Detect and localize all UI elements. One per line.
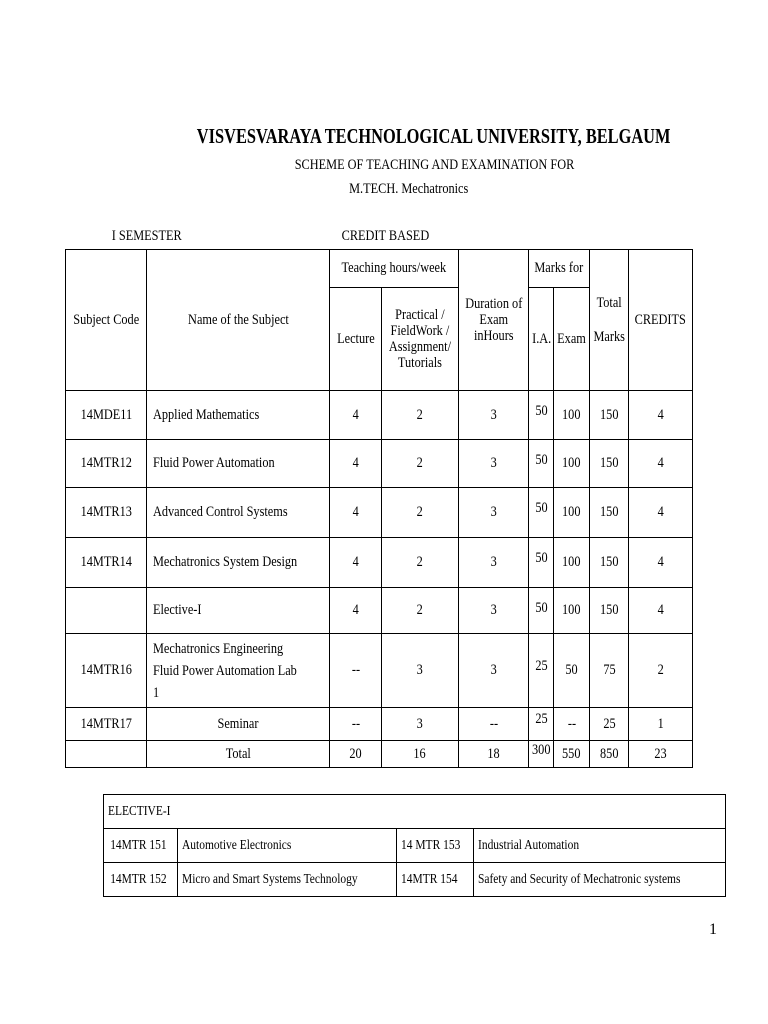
university-title: VISVESVARAYA TECHNOLOGICAL UNIVERSITY, BELGAUM: [197, 124, 671, 148]
lecture-hours: --: [330, 634, 382, 708]
header-subject-code: Subject Code: [66, 250, 147, 391]
lecture-hours: 4: [330, 588, 382, 634]
scheme-title: SCHEME OF TEACHING AND EXAMINATION FOR: [294, 157, 574, 173]
header-ia: I.A.: [529, 288, 553, 391]
lecture-hours: 4: [330, 440, 382, 488]
table-row: [66, 538, 693, 588]
total-marks: 25: [590, 708, 629, 741]
exam-duration: 3: [458, 488, 529, 538]
exam-duration: --: [458, 708, 529, 741]
total-row: [66, 741, 693, 768]
subject-name: Elective-I: [147, 588, 330, 634]
scheme-table: [65, 249, 693, 768]
elective-heading: ELECTIVE-I: [104, 795, 726, 829]
practical-hours: 2: [382, 488, 459, 538]
practical-hours: 2: [382, 440, 459, 488]
ia-marks: 50: [529, 588, 553, 634]
elective-row: [104, 829, 726, 863]
elective-name: Automotive Electronics: [177, 829, 396, 863]
elective-code: 14 MTR 153: [397, 829, 474, 863]
elective-name: Industrial Automation: [474, 829, 726, 863]
total-marks: 75: [590, 634, 629, 708]
lecture-hours: 4: [330, 488, 382, 538]
ia-marks: 50: [529, 440, 553, 488]
practical-hours: 2: [382, 538, 459, 588]
table-row: [66, 391, 693, 440]
semester-label: I SEMESTER: [111, 228, 183, 244]
credits: 4: [629, 538, 693, 588]
exam-duration: 3: [458, 634, 529, 708]
credits: 4: [629, 488, 693, 538]
lecture-hours: --: [330, 708, 382, 741]
credits: 4: [629, 588, 693, 634]
header-duration: Duration of Exam inHours: [458, 250, 529, 391]
ia-marks: 50: [529, 488, 553, 538]
table-row: [66, 708, 693, 741]
exam-duration: 3: [458, 538, 529, 588]
total-exam: 550: [553, 741, 589, 768]
subject-name: Mechatronics System Design: [147, 538, 330, 588]
programme-title: M.TECH. Mechatronics: [349, 181, 469, 197]
table-row: [66, 440, 693, 488]
subject-code: 14MTR13: [66, 488, 147, 538]
total-marks: 150: [590, 391, 629, 440]
credits: 2: [629, 634, 693, 708]
total-duration: 18: [458, 741, 529, 768]
subject-code: [66, 588, 147, 634]
subject-name: Advanced Control Systems: [147, 488, 330, 538]
subject-code: 14MTR12: [66, 440, 147, 488]
lecture-hours: 4: [330, 538, 382, 588]
elective-table: [103, 794, 726, 897]
header-row-1: [66, 250, 693, 288]
subject-code: 14MDE11: [66, 391, 147, 440]
total-marks: 150: [590, 538, 629, 588]
subject-name: Applied Mathematics: [147, 391, 330, 440]
header-lecture: Lecture: [330, 288, 382, 391]
total-marks-sum: 850: [590, 741, 629, 768]
elective-name: Micro and Smart Systems Technology: [177, 863, 396, 897]
exam-marks: 100: [553, 391, 589, 440]
total-credits: 23: [629, 741, 693, 768]
header-subject-name: Name of the Subject: [147, 250, 330, 391]
subject-code: 14MTR16: [66, 634, 147, 708]
lecture-hours: 4: [330, 391, 382, 440]
subject-name: Mechatronics Engineering Fluid Power Automation Lab 1: [147, 634, 330, 708]
subject-name: Seminar: [147, 708, 330, 741]
ia-marks: 50: [529, 538, 553, 588]
practical-hours: 2: [382, 391, 459, 440]
ia-marks: 25: [529, 634, 553, 708]
total-marks: 150: [590, 488, 629, 538]
header-teaching-hours: Teaching hours/week: [330, 250, 459, 288]
header-marks-for: Marks for: [529, 250, 590, 288]
elective-code: 14MTR 151: [104, 829, 178, 863]
practical-hours: 3: [382, 634, 459, 708]
elective-row: [104, 863, 726, 897]
header-practical: Practical / FieldWork / Assignment/ Tutorials: [382, 288, 459, 391]
elective-code: 14MTR 152: [104, 863, 178, 897]
credits: 1: [629, 708, 693, 741]
elective-code: 14MTR 154: [397, 863, 474, 897]
table-row: [66, 634, 693, 708]
exam-marks: 100: [553, 538, 589, 588]
total-marks: 150: [590, 588, 629, 634]
ia-marks: 50: [529, 391, 553, 440]
total-code-cell: [66, 741, 147, 768]
credits: 4: [629, 391, 693, 440]
exam-duration: 3: [458, 391, 529, 440]
header-total-marks: Total Marks: [590, 250, 629, 391]
exam-marks: 100: [553, 588, 589, 634]
exam-duration: 3: [458, 588, 529, 634]
subject-name: Fluid Power Automation: [147, 440, 330, 488]
total-lecture: 20: [330, 741, 382, 768]
subject-code: 14MTR17: [66, 708, 147, 741]
subject-code: 14MTR14: [66, 538, 147, 588]
elective-heading-row: [104, 795, 726, 829]
page-number: 1: [709, 921, 717, 938]
exam-marks: 50: [553, 634, 589, 708]
total-marks: 150: [590, 440, 629, 488]
table-row: [66, 588, 693, 634]
practical-hours: 3: [382, 708, 459, 741]
ia-marks: 25: [529, 708, 553, 741]
exam-marks: 100: [553, 440, 589, 488]
total-ia: 300: [529, 741, 553, 768]
header-credits: CREDITS: [629, 250, 693, 391]
exam-duration: 3: [458, 440, 529, 488]
table-row: [66, 488, 693, 538]
exam-marks: 100: [553, 488, 589, 538]
total-label: Total: [147, 741, 330, 768]
header-exam: Exam: [553, 288, 589, 391]
total-practical: 16: [382, 741, 459, 768]
practical-hours: 2: [382, 588, 459, 634]
credit-based-label: CREDIT BASED: [341, 228, 429, 244]
elective-name: Safety and Security of Mechatronic systems: [474, 863, 726, 897]
exam-marks: --: [553, 708, 589, 741]
credits: 4: [629, 440, 693, 488]
